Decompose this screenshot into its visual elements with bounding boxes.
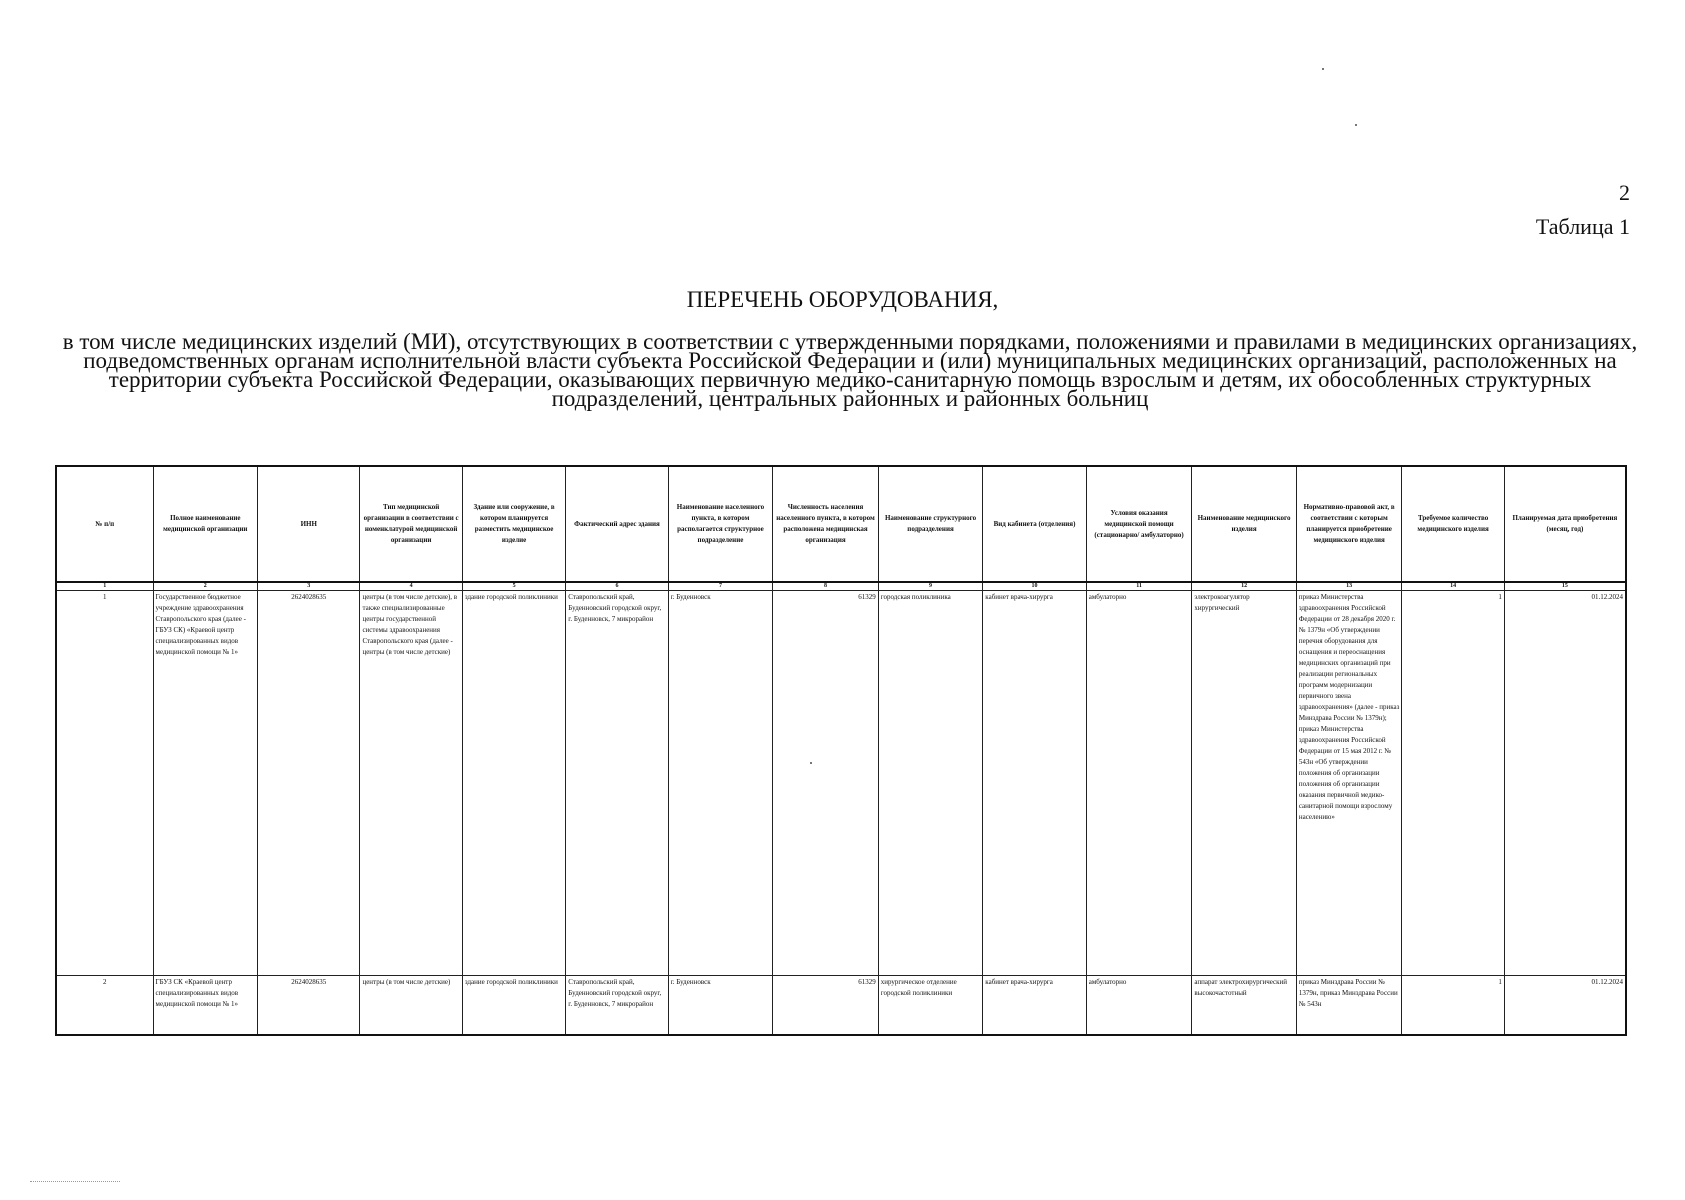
legal-act: приказ Минздрава России № 1379н, приказ Минздрава России № 543н — [1296, 976, 1402, 1036]
scan-footer-mark — [30, 1181, 120, 1186]
column-number: 15 — [1504, 582, 1626, 591]
legal-act: приказ Министерства здравоохранения Российской Федерации от 28 декабря 2020 г. № 1379н «Об утверждении перечня оборудования для оснащения и переоснащения медицинских организаций при реализации региональных программ модернизации первичного звена здравоохранения» (далее - приказ Минздрава России № 1379н); приказ Министерства здравоохранения Российской Федерации от 15 мая 2012 г. № 543н «Об утверждении положения об организации положения об организации оказания первичной медико-санитарной помощи взрослому населению» — [1296, 591, 1402, 976]
column-number: 12 — [1192, 582, 1297, 591]
header-cell: Планируемая дата приобретения (месяц, год) — [1504, 466, 1626, 582]
scan-speck — [810, 762, 812, 764]
table-row — [56, 591, 1626, 976]
locality: г. Буденновск — [668, 976, 773, 1036]
cabinet-type: кабинет врача-хирурга — [983, 591, 1086, 976]
header-cell: Вид кабинета (отделения) — [983, 466, 1086, 582]
header-cell: Здание или сооружение, в котором планируется разместить медицинское изделие — [462, 466, 565, 582]
row-number: 2 — [56, 976, 153, 1036]
organization-type: центры (в том числе детские) — [360, 976, 462, 1036]
header-cell: Тип медицинской организации в соответствии с номенклатурой медицинской организации — [360, 466, 462, 582]
column-number: 4 — [360, 582, 462, 591]
table-row — [56, 976, 1626, 1036]
quantity: 1 — [1402, 591, 1504, 976]
organization-type: центры (в том числе детские), в также специализированные центры государственной системы здравоохранения Ставропольского края (далее - центры (в том числе детские) — [360, 591, 462, 976]
column-number: 10 — [983, 582, 1086, 591]
page-number: 2 — [1619, 180, 1630, 205]
header-cell: Полное наименование медицинской организации — [153, 466, 258, 582]
care-conditions: амбулаторно — [1086, 591, 1192, 976]
header-cell: Условия оказания медицинской помощи (стационарно/ амбулаторно) — [1086, 466, 1192, 582]
header-cell: Численность населения населенного пункта, в котором расположена медицинская организация — [773, 466, 879, 582]
column-number: 6 — [566, 582, 668, 591]
structural-unit: хирургическое отделение городской поликлиники — [878, 976, 983, 1036]
care-conditions: амбулаторно — [1086, 976, 1192, 1036]
header-cell: Фактический адрес здания — [566, 466, 668, 582]
column-number-row — [56, 582, 1626, 591]
table-label: Таблица 1 — [1535, 214, 1630, 239]
structural-unit: городская поликлиника — [878, 591, 983, 976]
organization-name: Государственное бюджетное учреждение здравоохранения Ставропольского края (далее - ГБУЗ СК) «Краевой центр специализированных видов медицинской помощи № 1» — [153, 591, 258, 976]
inn: 2624028635 — [258, 591, 360, 976]
address: Ставропольский край, Буденновский городской округ, г. Буденновск, 7 микрорайон — [566, 591, 668, 976]
header-cell: Нормативно-правовой акт, в соответствии с которым планируется приобретение медицинского изделия — [1296, 466, 1402, 582]
cabinet-type: кабинет врача-хирурга — [983, 976, 1086, 1036]
column-number: 7 — [668, 582, 773, 591]
header-cell: Наименование медицинского изделия — [1192, 466, 1297, 582]
building: здание городской поликлиники — [462, 976, 565, 1036]
quantity: 1 — [1402, 976, 1504, 1036]
column-number: 2 — [153, 582, 258, 591]
header-cell: Требуемое количество медицинского изделия — [1402, 466, 1504, 582]
population: 61329 — [773, 976, 879, 1036]
purchase-date: 01.12.2024 — [1504, 591, 1626, 976]
scan-speck — [1355, 124, 1357, 126]
header-cell: Наименование структурного подразделения — [878, 466, 983, 582]
column-number: 5 — [462, 582, 565, 591]
document-subtitle: в том числе медицинских изделий (МИ), отсутствующих в соответствии с утвержденными порядками, положениями и правилами в медицинских организациях, подведомственных органам исполнительной власти субъекта Российской Федерации и (или) муниципальных медицинских организаций, расположенных на территории субъекта Российской Федерации, оказывающих первичную медико-санитарную помощь взрослым и детям, их обособленных структурных подразделений, центральных районных и районных больниц — [62, 329, 1638, 411]
device-name: электрокоагулятор хирургический — [1192, 591, 1297, 976]
population: 61329 — [773, 591, 879, 976]
row-number: 1 — [56, 591, 153, 976]
inn: 2624028635 — [258, 976, 360, 1036]
column-number: 14 — [1402, 582, 1504, 591]
header-row — [56, 466, 1626, 582]
column-number: 8 — [773, 582, 879, 591]
equipment-table — [55, 465, 1627, 1036]
column-number: 1 — [56, 582, 153, 591]
column-number: 11 — [1086, 582, 1192, 591]
address: Ставропольский край, Буденновский городской округ, г. Буденновск, 7 микрорайон — [566, 976, 668, 1036]
column-number: 9 — [878, 582, 983, 591]
column-number: 3 — [258, 582, 360, 591]
scan-speck — [1322, 68, 1324, 70]
purchase-date: 01.12.2024 — [1504, 976, 1626, 1036]
column-number: 13 — [1296, 582, 1402, 591]
header-cell: № п/п — [56, 466, 153, 582]
header-cell: ИНН — [258, 466, 360, 582]
building: здание городской поликлиники — [462, 591, 565, 976]
document-title: ПЕРЕЧЕНЬ ОБОРУДОВАНИЯ, — [686, 287, 999, 312]
organization-name: ГБУЗ СК «Краевой центр специализированных видов медицинской помощи № 1» — [153, 976, 258, 1036]
locality: г. Буденновск — [668, 591, 773, 976]
header-cell: Наименование населенного пункта, в котором располагается структурное подразделение — [668, 466, 773, 582]
device-name: аппарат электрохирургический высокочастотный — [1192, 976, 1297, 1036]
